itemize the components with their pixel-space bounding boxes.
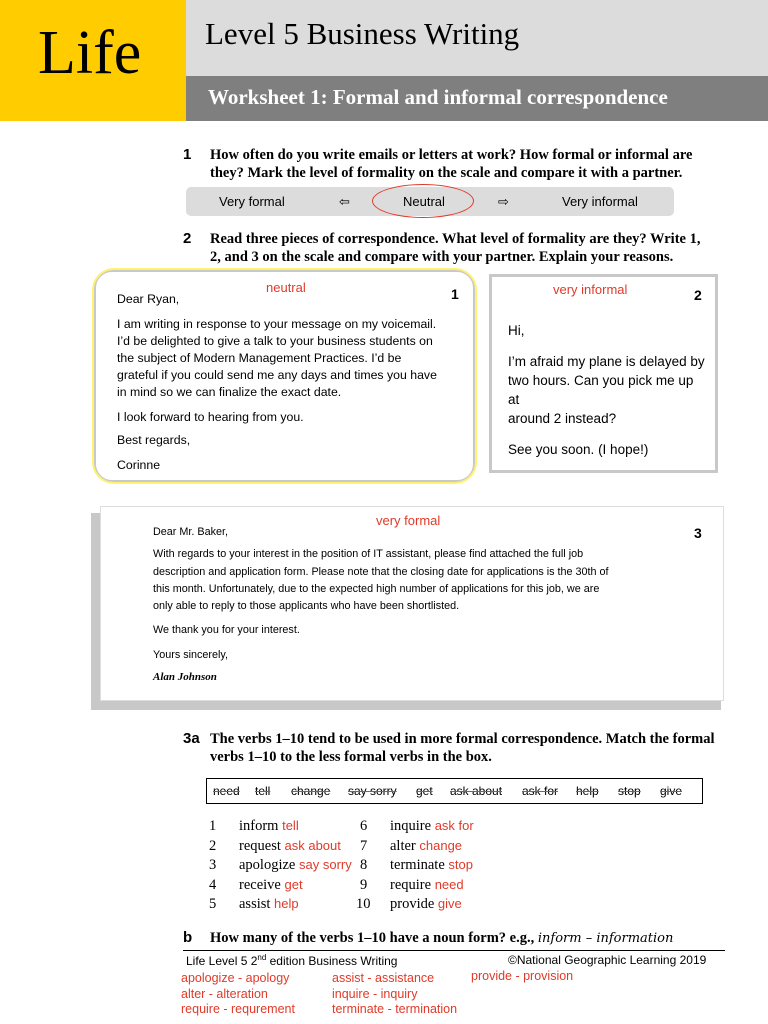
verb-formal: inform (239, 818, 279, 834)
verb-number: 8 (360, 857, 368, 873)
question-b-example: inform – information (537, 931, 674, 946)
box-word-tell: tell (255, 784, 271, 798)
page-title: Level 5 Business Writing (205, 16, 520, 51)
verb-formal: assist (239, 896, 271, 912)
question-2-text (210, 230, 730, 266)
verb-answer: give (437, 896, 462, 911)
verb-row (360, 877, 367, 894)
note-line: provide - provision (471, 969, 574, 983)
brand-text: Life (38, 19, 142, 87)
neutral-circle-mark (372, 184, 474, 218)
letter-1-annotation: neutral (266, 280, 306, 295)
note-line: inquire - inquiry (332, 986, 418, 1001)
letter-3-greeting: Dear Mr. Baker, (153, 526, 229, 538)
box-word-help: help (576, 784, 599, 798)
note-line: apologize - apology (181, 971, 290, 985)
letter-2-closing: See you soon. (I hope!) (508, 442, 649, 457)
letter-3-regards: Yours sincerely, (153, 648, 229, 661)
verb-answer: get (284, 877, 303, 892)
letter-3-body-line: this month. Unfortunately, due to the expected high number of applications for this job, we are (153, 582, 600, 595)
verb-row (356, 896, 371, 913)
letter-1-body-line: in mind so we can finalize the exact date. (117, 385, 342, 399)
verb-row (239, 896, 299, 913)
verb-answer: help (274, 896, 299, 911)
letter-2-body (508, 352, 708, 428)
title-bar (186, 0, 768, 76)
verb-formal: alter (390, 838, 416, 854)
box-word-give: give (660, 784, 683, 798)
box-word-need: need (213, 784, 240, 798)
footer-copyright: ©National Geographic Learning 2019 (508, 953, 707, 967)
verb-answer: stop (448, 857, 473, 872)
question-3a-text (210, 730, 730, 766)
box-word-ask-about: ask about (450, 784, 503, 798)
scale-neutral: Neutral (403, 194, 445, 209)
verb-number: 1 (209, 818, 217, 834)
letter-1-body-line: I’d be delighted to give a talk to your business students on (117, 334, 433, 348)
letter-1-regards: Best regards, (117, 433, 191, 447)
letter-1-body-line: the subject of Modern Management Practices. I’d be (117, 351, 402, 365)
letter-1-greeting: Dear Ryan, (117, 292, 180, 306)
verb-row (209, 896, 216, 913)
question-3a-number: 3a (183, 730, 200, 747)
verb-formal: receive (239, 877, 281, 893)
letter-2-body-line: two hours. Can you pick me up at (508, 373, 694, 407)
letter-3-signature: Alan Johnson (153, 671, 217, 684)
letter-3-body (153, 546, 673, 615)
letter-1-body (117, 316, 467, 401)
letter-1-body-line: I am writing in response to your message on my voicemail. (117, 317, 437, 331)
verb-row (239, 857, 352, 874)
arrow-right-icon: ⇨ (498, 194, 509, 209)
verb-row (390, 838, 462, 855)
verb-row (360, 818, 367, 835)
verb-answer: ask for (434, 818, 474, 833)
verb-row (239, 838, 341, 855)
box-word-ask-for: ask for (522, 784, 559, 798)
footer-edition-tail: edition Business Writing (266, 954, 398, 968)
verb-row (209, 818, 216, 835)
footer-edition: Life Level 5 2 (186, 954, 258, 968)
letter-1-card (94, 270, 475, 482)
question-2-line-1: Read three pieces of correspondence. What level of formality are they? Write 1, (210, 231, 701, 247)
letter-2-annotation: very informal (553, 282, 628, 297)
note-line: alter - alteration (181, 986, 268, 1001)
verb-row (209, 877, 216, 894)
verb-row (239, 818, 299, 835)
verb-formal: terminate (390, 857, 445, 873)
scale-very-informal: Very informal (562, 194, 638, 209)
subtitle-bar (186, 76, 768, 121)
question-b-text (210, 929, 673, 948)
question-2-line-2: 2, and 3 on the scale and compare with your partner. Explain your reasons. (210, 249, 674, 265)
verb-answer: ask about (284, 838, 341, 853)
letter-2-text (508, 321, 708, 459)
verb-formal: provide (390, 896, 435, 912)
word-box (206, 778, 703, 804)
verb-row (360, 857, 367, 874)
verb-answer: tell (282, 818, 299, 833)
verb-number: 6 (360, 818, 368, 834)
letter-1-number: 1 (451, 286, 459, 302)
verb-answer: change (419, 838, 463, 853)
question-2-number: 2 (183, 230, 192, 247)
letter-3-card (100, 506, 724, 701)
verb-formal: inquire (390, 818, 432, 834)
verb-row (209, 838, 216, 855)
letter-2-card (489, 274, 718, 473)
verb-row (239, 877, 303, 894)
notes-column-1 (181, 971, 295, 1018)
question-b-prompt: How many of the verbs 1–10 have a noun form? e.g., (210, 930, 535, 946)
verb-formal: require (390, 877, 432, 893)
box-word-say-sorry: say sorry (348, 784, 397, 798)
box-word-change: change (291, 784, 331, 798)
footer-left (186, 953, 397, 968)
question-1-number: 1 (183, 146, 192, 163)
question-1-text (210, 146, 730, 182)
question-3a-line-1: The verbs 1–10 tend to be used in more formal correspondence. Match the formal (210, 731, 715, 747)
verb-number: 7 (360, 838, 368, 854)
arrow-left-icon: ⇦ (339, 194, 350, 209)
footer-divider (183, 950, 725, 951)
verb-row (390, 818, 474, 835)
verb-answer: say sorry (299, 857, 352, 872)
verb-number: 5 (209, 896, 217, 912)
verb-formal: apologize (239, 857, 296, 873)
note-line: terminate - termination (332, 1002, 458, 1016)
notes-column-2 (332, 971, 457, 1018)
verb-row (390, 877, 464, 894)
letter-2-body-line: I’m afraid my plane is delayed by (508, 354, 705, 369)
letter-2-body-line: around 2 instead? (508, 411, 617, 426)
box-word-get: get (416, 784, 433, 798)
page-subtitle: Worksheet 1: Formal and informal correspondence (208, 85, 668, 109)
letter-3-text (153, 524, 673, 686)
verb-row (390, 857, 473, 874)
letter-1-closing: I look forward to hearing from you. (117, 410, 304, 424)
brand-logo (0, 0, 186, 121)
box-word-stop: stop (618, 784, 641, 798)
verb-row (360, 838, 367, 855)
verb-number: 2 (209, 838, 217, 854)
notes-column-3 (471, 969, 573, 985)
letter-3-closing: We thank you for your interest. (153, 624, 300, 637)
verb-row (390, 896, 462, 913)
verb-number: 9 (360, 877, 368, 893)
letter-3-body-line: only able to reply to those applicants who have been shortlisted. (153, 600, 460, 613)
letter-3-body-line: description and application form. Please note that the closing date for applications is the 30th of (153, 565, 609, 578)
question-1-line-2: they? Mark the level of formality on the scale and compare it with a partner. (210, 165, 683, 181)
question-3a-line-2: verbs 1–10 to the less formal verbs in the box. (210, 749, 492, 765)
note-line: assist - assistance (332, 971, 435, 985)
letter-3-body-line: With regards to your interest in the position of IT assistant, please find attached the full job (153, 548, 584, 561)
verb-formal: request (239, 838, 281, 854)
note-line: require - requrement (181, 1002, 295, 1016)
scale-very-formal: Very formal (219, 194, 285, 209)
letter-2-greeting: Hi, (508, 323, 525, 338)
verb-number: 4 (209, 877, 217, 893)
verb-number: 3 (209, 857, 217, 873)
verb-answer: need (434, 877, 464, 892)
letter-1-signature: Corinne (117, 458, 161, 472)
letter-1-text (117, 291, 467, 474)
letter-1-body-line: grateful if you could send me any days and times you have (117, 368, 437, 382)
verb-number: 10 (356, 896, 371, 912)
verb-row (209, 857, 216, 874)
letter-2-number: 2 (694, 287, 702, 303)
letter-3-number: 3 (694, 525, 702, 541)
footer-sup: nd (257, 953, 267, 962)
question-b-number: b (183, 929, 193, 946)
letter-3-annotation: very formal (376, 513, 441, 528)
question-1-line-1: How often do you write emails or letters at work? How formal or informal are (210, 147, 693, 163)
